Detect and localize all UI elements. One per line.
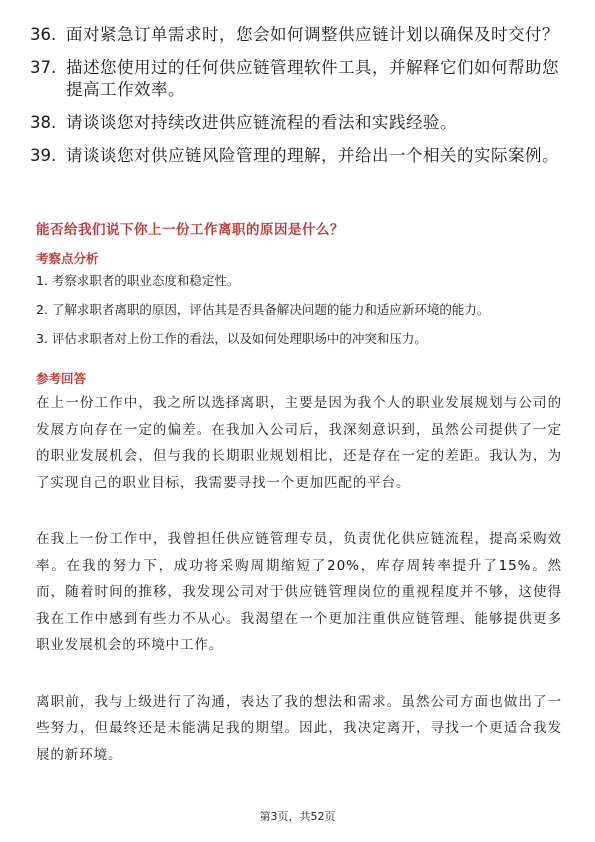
answer-paragraph: 在上一份工作中，我之所以选择离职，主要是因为我个人的职业发展规划与公司的发展方向存在一定的偏差。在我加入公司后，我深刻意识到，虽然公司提供了一定的职业发展机会，但与我的长期职业规划相比，还是存在一定的差距。我认为，为了实现自己的职业目标，我需要寻找一个更加匹配的平台。 <box>36 395 562 491</box>
question-number: 36. <box>30 25 57 44</box>
question-number: 39. <box>30 146 57 165</box>
list-item: 3. 评估求职者对上份工作的看法，以及如何处理职场中的冲突和压力。 <box>36 331 427 346</box>
answer-paragraph: 在我上一份工作中，我曾担任供应链管理专员，负责优化供应链流程，提高采购效率。在我的努力下，成功将采购周期缩短了20%，库存周转率提升了15%。然而，随着时间的推移，我发现公司对于供应链管理岗位的重视程度并不够，这使得我在工作中感到有些力不从心。我渴望在一个更加注重供应链管理、能够提供更多职业发展机会的环境中工作。 <box>36 531 562 653</box>
question-number: 37. <box>30 58 57 77</box>
question-text: 请谈谈您对持续改进供应链流程的看法和实践经验。 <box>66 113 457 132</box>
section-title: 能否给我们说下你上一份工作离职的原因是什么？ <box>36 222 344 238</box>
question-number: 38. <box>30 113 57 132</box>
analysis-heading: 考察点分析 <box>36 251 99 266</box>
list-item <box>30 57 570 101</box>
question-text: 请谈谈您对供应链风险管理的理解，并给出一个相关的实际案例。 <box>66 146 559 165</box>
question-text: 描述您使用过的任何供应链管理软件工具，并解释它们如何帮助您提高工作效率。 <box>66 58 559 99</box>
list-item <box>30 112 570 134</box>
page-footer: 第3页，共52页 <box>259 810 336 823</box>
answer-body <box>36 390 562 798</box>
list-item <box>30 145 570 167</box>
list-item: 2. 了解求职者离职的原因，评估其是否具备解决问题的能力和适应新环境的能力。 <box>36 302 490 317</box>
question-list <box>30 24 570 178</box>
answer-heading: 参考回答 <box>36 371 87 386</box>
analysis-list <box>36 272 566 359</box>
list-item <box>30 24 570 46</box>
list-item: 1. 考察求职者的职业态度和稳定性。 <box>36 273 240 288</box>
answer-paragraph: 离职前，我与上级进行了沟通，表达了我的想法和需求。虽然公司方面也做出了一些努力，但最终还是未能满足我的期望。因此，我决定离开，寻找一个更适合我发展的新环境。 <box>36 693 562 763</box>
question-text: 面对紧急订单需求时，您会如何调整供应链计划以确保及时交付？ <box>66 25 559 44</box>
